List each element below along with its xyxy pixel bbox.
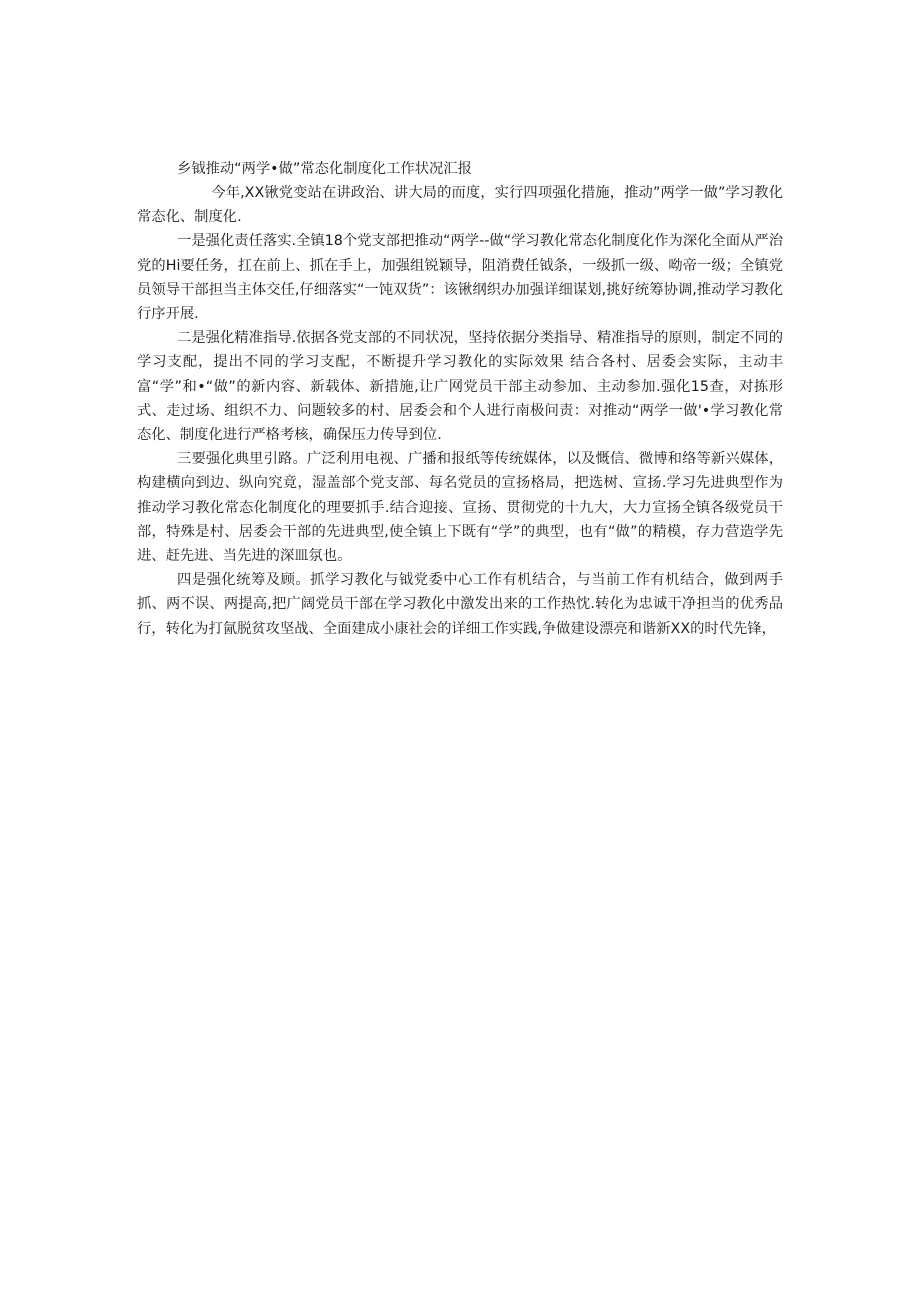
paragraph-role-models: 三要强化典里引路。广泛利用电视、广播和报纸等传统媒体，以及慨信、微博和络等新兴媒体，构建横向到边、纵向究竟，湿盖部个党支部、每名党员的宣扬格局，把选树、宣扬.学习先进典型作为推动学习教化常态化制度化的理要抓手.结合迎接、宣扬、贯彻党的十九大，大力宣扬全镇各级党员干部，特殊是村、居委会干部的先进典型,使全镇上下既有“学”的典型，也有“做”的精模，存力营造学先进、赶先进、当先进的深皿氛也。 bbox=[137, 451, 783, 565]
document-title: 乡钺推动“两学•做”常态化制度化工作状况汇报 bbox=[177, 161, 472, 177]
paragraph-guidance: 二是强化精准指导.依据各党支部的不同状况，坚持依据分类指导、精准指导的原则，制定不同的学习支配，提出不同的学习支配，不断提升学习教化的实际效果 结合各村、居委会实际，主动丰富“学”和•“做”的新内容、新载体、新措施,让广网党员干部主动参加、主动参加.强化15查，对拣形式、走过场、组织不力、问题较多的村、居委会和个人进行南极问责：对推动“两学一做'•学习教化常态化、制度化进行严格考核，确保压力传导到位. bbox=[137, 330, 783, 444]
paragraph-responsibility: 一是强化责任落实.全镇18个党支部把推动“两学--做“学习教化常态化制度化作为深化全面从严治党的Hi要任务，扛在前上、抓在手上，加强组锐颖导，阻消费任钺条，一级抓一级、呦帝一级；全镇党员领导干部担当主体交任,仔细落实“一饨双货”：该锹纲织办加强详细谋划,挑好统筹协调,推动学习教化行序开展. bbox=[137, 233, 783, 323]
paragraph-intro: 今年,XX锹党变站在讲政治、讲大局的而度，实行四项强化措施，推动”两学一做”学习教化常态化、制度化. bbox=[137, 185, 783, 226]
paragraph-coordination: 四是强化统筹及顾。抓学习教化与钺党委中心工作有机结合，与当前工作有机结合，做到两手抓、两不误、两提高,把广阔党员干部在学习教化中激发出来的工作热忱.转化为忠诚干净担当的优秀品行，转化为打氤脱贫攻坚战、全面建成小康社会的详细工作实践,争做建设漂亮和谐新XX的时代先锋， bbox=[137, 572, 783, 637]
document-body bbox=[137, 157, 783, 641]
